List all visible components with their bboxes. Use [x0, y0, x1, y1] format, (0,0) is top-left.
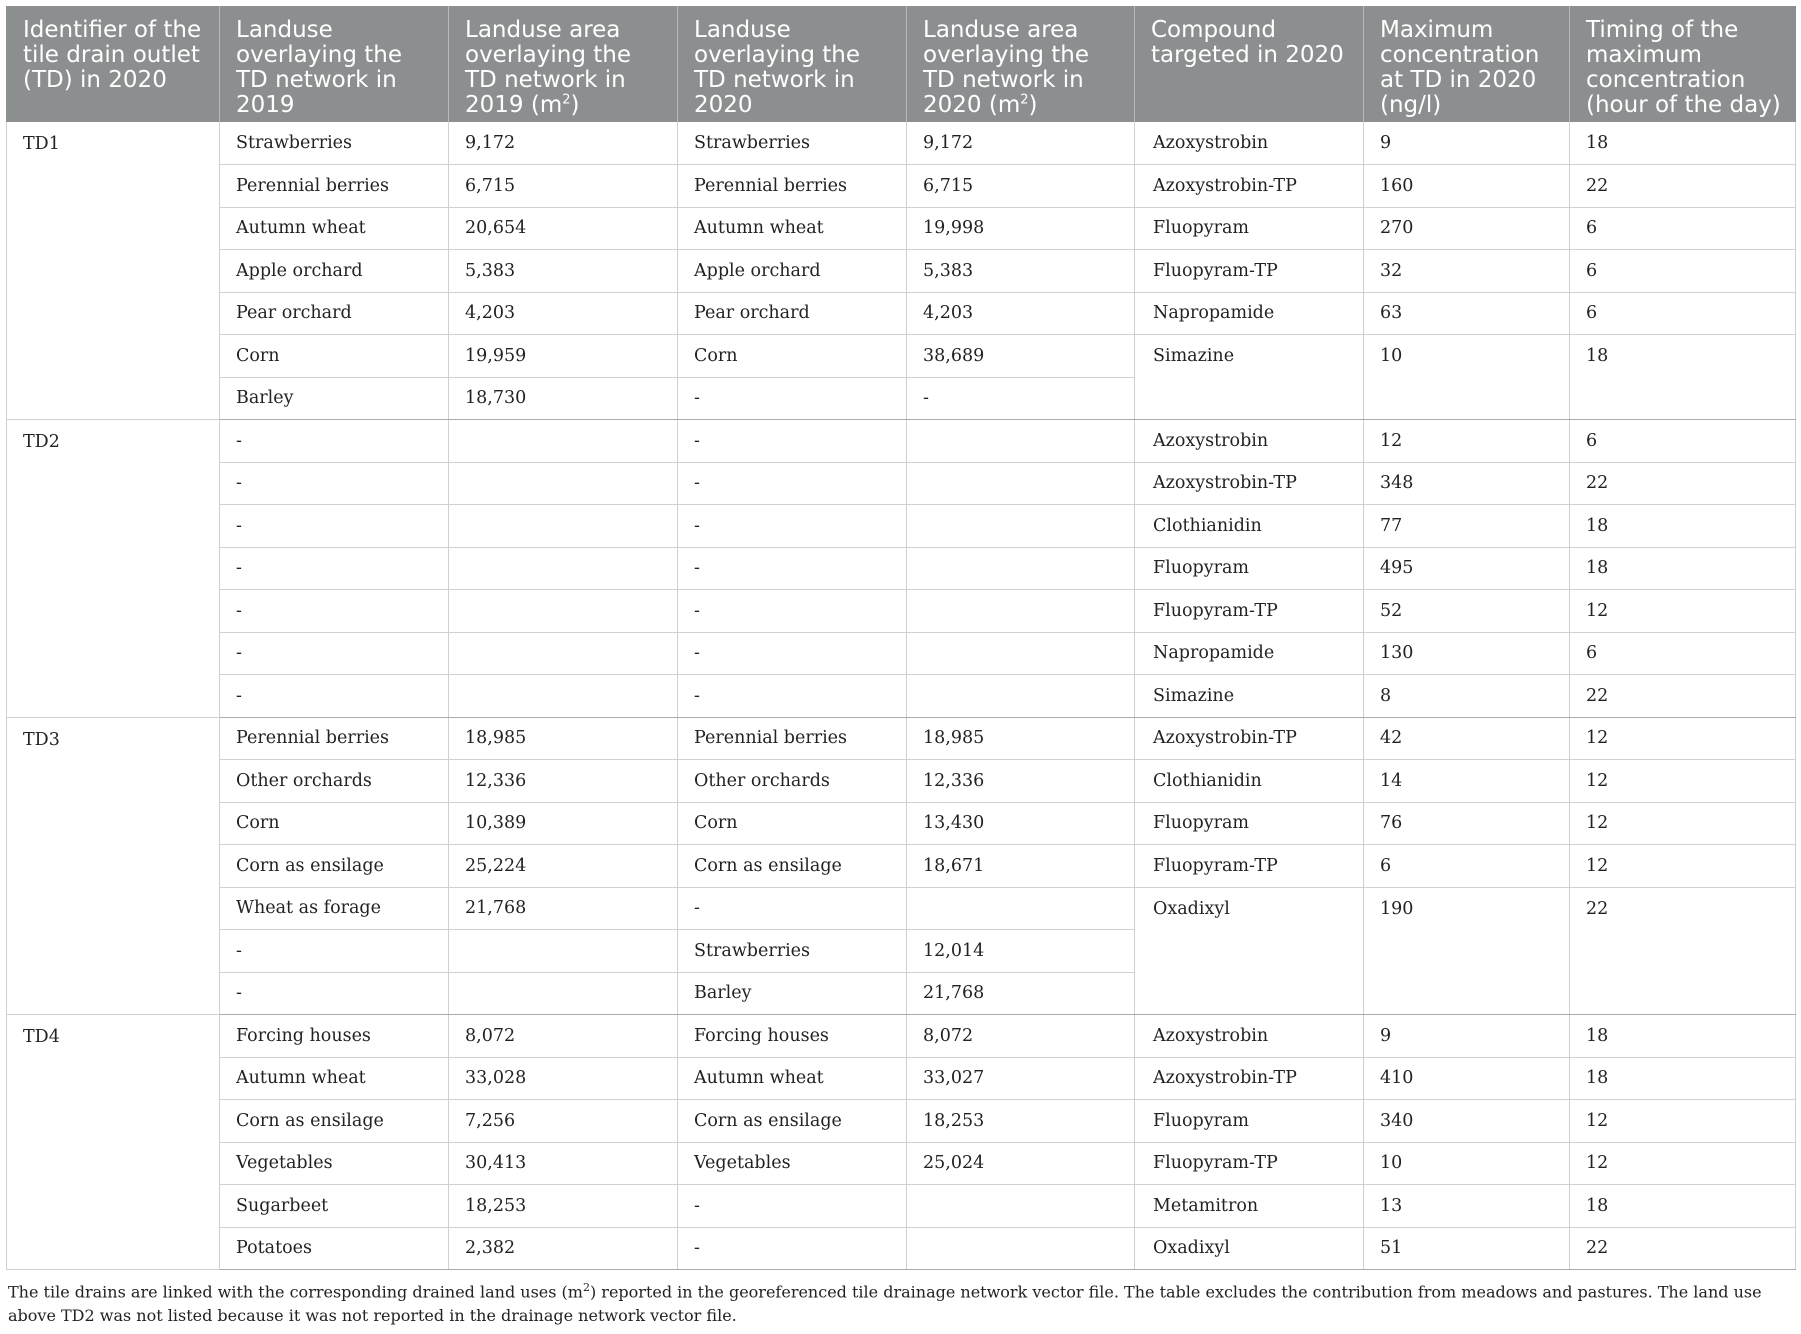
- timing-cell: 18: [1570, 1185, 1796, 1228]
- header-row: [7, 6, 1796, 122]
- header-area-2019: [449, 6, 678, 122]
- landuse-2020-cell: -: [678, 1185, 907, 1228]
- compound-cell: Azoxystrobin: [1135, 420, 1364, 463]
- td-identifier-cell: TD2: [7, 420, 220, 718]
- max-concentration-cell: 270: [1364, 207, 1570, 250]
- table-row: [7, 632, 1796, 675]
- max-concentration-cell: [1364, 972, 1570, 1015]
- max-concentration-cell: 63: [1364, 292, 1570, 335]
- compound-cell: Azoxystrobin-TP: [1135, 717, 1364, 760]
- area-2020-cell: 33,027: [907, 1057, 1135, 1100]
- max-concentration-cell: [1364, 930, 1570, 973]
- landuse-2019-cell: Wheat as forage: [220, 887, 449, 930]
- timing-cell: [1570, 377, 1796, 420]
- landuse-2020-cell: -: [678, 632, 907, 675]
- area-2019-cell: 18,730: [449, 377, 678, 420]
- landuse-2019-cell: Potatoes: [220, 1227, 449, 1270]
- landuse-2020-cell: Corn: [678, 335, 907, 378]
- timing-cell: 12: [1570, 1142, 1796, 1185]
- table-row: [7, 335, 1796, 378]
- area-2020-cell: 38,689: [907, 335, 1135, 378]
- landuse-2020-cell: Perennial berries: [678, 717, 907, 760]
- landuse-2019-cell: Strawberries: [220, 122, 449, 165]
- timing-cell: 6: [1570, 292, 1796, 335]
- landuse-2019-cell: -: [220, 632, 449, 675]
- landuse-2019-cell: Other orchards: [220, 760, 449, 803]
- landuse-2019-cell: Corn as ensilage: [220, 1100, 449, 1143]
- landuse-2019-cell: -: [220, 930, 449, 973]
- landuse-2019-cell: -: [220, 462, 449, 505]
- table-row: [7, 505, 1796, 548]
- max-concentration-cell: 9: [1364, 122, 1570, 165]
- compound-cell: Fluopyram: [1135, 802, 1364, 845]
- landuse-2020-cell: -: [678, 887, 907, 930]
- header-landuse-2019: Landuse overlaying the TD network in 2019: [220, 6, 449, 122]
- timing-cell: 18: [1570, 505, 1796, 548]
- landuse-2020-cell: Forcing houses: [678, 1015, 907, 1058]
- table-row: [7, 1057, 1796, 1100]
- timing-cell: 22: [1570, 165, 1796, 208]
- td-identifier-cell: TD1: [7, 122, 220, 420]
- landuse-2020-cell: -: [678, 1227, 907, 1270]
- area-2020-cell: [907, 420, 1135, 463]
- landuse-2020-cell: Corn as ensilage: [678, 845, 907, 888]
- compound-cell: Clothianidin: [1135, 505, 1364, 548]
- landuse-2020-cell: Other orchards: [678, 760, 907, 803]
- compound-cell: Fluopyram: [1135, 207, 1364, 250]
- timing-cell: 6: [1570, 420, 1796, 463]
- timing-cell: 6: [1570, 207, 1796, 250]
- area-2020-cell: -: [907, 377, 1135, 420]
- compound-cell: Fluopyram-TP: [1135, 590, 1364, 633]
- max-concentration-cell: 190: [1364, 887, 1570, 930]
- max-concentration-cell: 76: [1364, 802, 1570, 845]
- area-2020-cell: 9,172: [907, 122, 1135, 165]
- landuse-2020-cell: -: [678, 462, 907, 505]
- area-2020-cell: [907, 675, 1135, 718]
- area-2020-cell: 18,985: [907, 717, 1135, 760]
- area-2019-cell: [449, 462, 678, 505]
- header-area-2019-sup: 2: [562, 92, 571, 108]
- area-2020-cell: 12,336: [907, 760, 1135, 803]
- landuse-2019-cell: -: [220, 505, 449, 548]
- landuse-2019-cell: Perennial berries: [220, 165, 449, 208]
- landuse-2019-cell: Autumn wheat: [220, 1057, 449, 1100]
- landuse-2019-cell: Corn: [220, 802, 449, 845]
- timing-cell: 12: [1570, 802, 1796, 845]
- table-row: [7, 377, 1796, 420]
- area-2020-cell: 18,253: [907, 1100, 1135, 1143]
- landuse-2020-cell: Apple orchard: [678, 250, 907, 293]
- timing-cell: 18: [1570, 335, 1796, 378]
- landuse-2020-cell: Perennial berries: [678, 165, 907, 208]
- compound-cell: Fluopyram: [1135, 547, 1364, 590]
- area-2019-cell: 2,382: [449, 1227, 678, 1270]
- landuse-2020-cell: Autumn wheat: [678, 207, 907, 250]
- compound-cell: Clothianidin: [1135, 760, 1364, 803]
- area-2019-cell: 33,028: [449, 1057, 678, 1100]
- timing-cell: 12: [1570, 1100, 1796, 1143]
- max-concentration-cell: 160: [1364, 165, 1570, 208]
- table-row: [7, 420, 1796, 463]
- max-concentration-cell: 8: [1364, 675, 1570, 718]
- table-row: [7, 207, 1796, 250]
- landuse-2019-cell: -: [220, 590, 449, 633]
- area-2020-cell: 8,072: [907, 1015, 1135, 1058]
- landuse-2020-cell: Vegetables: [678, 1142, 907, 1185]
- landuse-2020-cell: Barley: [678, 972, 907, 1015]
- header-timing: Timing of the maximum concentration (hour of the day): [1570, 6, 1796, 122]
- landuse-2019-cell: Sugarbeet: [220, 1185, 449, 1228]
- max-concentration-cell: [1364, 377, 1570, 420]
- compound-cell: [1135, 972, 1364, 1015]
- landuse-2020-cell: Autumn wheat: [678, 1057, 907, 1100]
- area-2019-cell: [449, 972, 678, 1015]
- area-2019-cell: 25,224: [449, 845, 678, 888]
- landuse-2019-cell: Perennial berries: [220, 717, 449, 760]
- header-area-2019-close: ): [570, 92, 580, 118]
- header-area-2019-text: Landuse area overlaying the TD network in 2019 (m: [465, 17, 632, 118]
- landuse-2020-cell: Corn as ensilage: [678, 1100, 907, 1143]
- landuse-2020-cell: -: [678, 420, 907, 463]
- table-row: [7, 1227, 1796, 1270]
- td-identifier-cell: TD4: [7, 1015, 220, 1270]
- timing-cell: 18: [1570, 1015, 1796, 1058]
- header-area-2020-sup: 2: [1020, 92, 1029, 108]
- area-2020-cell: 21,768: [907, 972, 1135, 1015]
- area-2019-cell: 4,203: [449, 292, 678, 335]
- compound-cell: Metamitron: [1135, 1185, 1364, 1228]
- landuse-2020-cell: -: [678, 377, 907, 420]
- landuse-2019-cell: Apple orchard: [220, 250, 449, 293]
- landuse-2019-cell: Pear orchard: [220, 292, 449, 335]
- area-2020-cell: [907, 547, 1135, 590]
- table-row: [7, 122, 1796, 165]
- max-concentration-cell: 51: [1364, 1227, 1570, 1270]
- footnote-text-2: ) reported in the georeferenced tile drainage network vector file. The table excludes the contribution from meadows and pastures. The land use above TD2 was not listed because it was not reported in the drainage network vector file.: [8, 1282, 1762, 1326]
- table-row: [7, 1185, 1796, 1228]
- area-2020-cell: 18,671: [907, 845, 1135, 888]
- table-row: [7, 250, 1796, 293]
- compound-cell: Simazine: [1135, 335, 1364, 378]
- landuse-2019-cell: Vegetables: [220, 1142, 449, 1185]
- landuse-2020-cell: -: [678, 675, 907, 718]
- area-2019-cell: 18,253: [449, 1185, 678, 1228]
- compound-cell: Simazine: [1135, 675, 1364, 718]
- compound-cell: [1135, 930, 1364, 973]
- max-concentration-cell: 340: [1364, 1100, 1570, 1143]
- landuse-2019-cell: -: [220, 420, 449, 463]
- timing-cell: 12: [1570, 845, 1796, 888]
- landuse-2020-cell: Pear orchard: [678, 292, 907, 335]
- timing-cell: 12: [1570, 590, 1796, 633]
- max-concentration-cell: 6: [1364, 845, 1570, 888]
- area-2019-cell: 21,768: [449, 887, 678, 930]
- table-container: [6, 6, 1795, 1328]
- area-2019-cell: [449, 930, 678, 973]
- area-2019-cell: 20,654: [449, 207, 678, 250]
- landuse-2020-cell: Strawberries: [678, 930, 907, 973]
- compound-cell: Fluopyram-TP: [1135, 250, 1364, 293]
- compound-cell: Oxadixyl: [1135, 1227, 1364, 1270]
- header-compound: Compound targeted in 2020: [1135, 6, 1364, 122]
- area-2019-cell: 30,413: [449, 1142, 678, 1185]
- max-concentration-cell: 495: [1364, 547, 1570, 590]
- landuse-2019-cell: Corn as ensilage: [220, 845, 449, 888]
- area-2019-cell: 18,985: [449, 717, 678, 760]
- timing-cell: 12: [1570, 760, 1796, 803]
- compound-cell: Azoxystrobin-TP: [1135, 462, 1364, 505]
- table-row: [7, 845, 1796, 888]
- area-2020-cell: 12,014: [907, 930, 1135, 973]
- timing-cell: [1570, 972, 1796, 1015]
- compound-cell: Azoxystrobin: [1135, 1015, 1364, 1058]
- footnote-text-1: The tile drains are linked with the corresponding drained land uses (m: [8, 1282, 583, 1302]
- max-concentration-cell: 10: [1364, 1142, 1570, 1185]
- area-2019-cell: 7,256: [449, 1100, 678, 1143]
- timing-cell: 18: [1570, 547, 1796, 590]
- landuse-2020-cell: Corn: [678, 802, 907, 845]
- area-2019-cell: 19,959: [449, 335, 678, 378]
- area-2020-cell: 5,383: [907, 250, 1135, 293]
- timing-cell: 6: [1570, 250, 1796, 293]
- header-area-2020-text: Landuse area overlaying the TD network in 2020 (m: [923, 17, 1090, 118]
- area-2019-cell: [449, 590, 678, 633]
- area-2020-cell: [907, 505, 1135, 548]
- compound-cell: Azoxystrobin-TP: [1135, 1057, 1364, 1100]
- area-2019-cell: [449, 547, 678, 590]
- area-2019-cell: 8,072: [449, 1015, 678, 1058]
- area-2020-cell: [907, 632, 1135, 675]
- timing-cell: 22: [1570, 675, 1796, 718]
- area-2019-cell: 10,389: [449, 802, 678, 845]
- max-concentration-cell: 52: [1364, 590, 1570, 633]
- area-2020-cell: 6,715: [907, 165, 1135, 208]
- landuse-2019-cell: -: [220, 675, 449, 718]
- max-concentration-cell: 10: [1364, 335, 1570, 378]
- area-2019-cell: 5,383: [449, 250, 678, 293]
- timing-cell: 22: [1570, 1227, 1796, 1270]
- max-concentration-cell: 348: [1364, 462, 1570, 505]
- compound-cell: Fluopyram: [1135, 1100, 1364, 1143]
- timing-cell: 12: [1570, 717, 1796, 760]
- area-2020-cell: 19,998: [907, 207, 1135, 250]
- landuse-2019-cell: Corn: [220, 335, 449, 378]
- area-2020-cell: 4,203: [907, 292, 1135, 335]
- max-concentration-cell: 13: [1364, 1185, 1570, 1228]
- table-row: [7, 1142, 1796, 1185]
- landuse-2020-cell: -: [678, 590, 907, 633]
- compound-cell: Azoxystrobin: [1135, 122, 1364, 165]
- table-row: [7, 292, 1796, 335]
- timing-cell: 6: [1570, 632, 1796, 675]
- landuse-2020-cell: -: [678, 505, 907, 548]
- table-row: [7, 462, 1796, 505]
- max-concentration-cell: 12: [1364, 420, 1570, 463]
- max-concentration-cell: 410: [1364, 1057, 1570, 1100]
- table-row: [7, 547, 1796, 590]
- table-row: [7, 930, 1796, 973]
- area-2020-cell: 25,024: [907, 1142, 1135, 1185]
- area-2020-cell: [907, 590, 1135, 633]
- td-identifier-cell: TD3: [7, 717, 220, 1015]
- table-row: [7, 1100, 1796, 1143]
- landuse-2019-cell: -: [220, 972, 449, 1015]
- compound-cell: Napropamide: [1135, 632, 1364, 675]
- table-row: [7, 165, 1796, 208]
- landuse-2020-cell: Strawberries: [678, 122, 907, 165]
- compound-cell: [1135, 377, 1364, 420]
- table-row: [7, 1015, 1796, 1058]
- timing-cell: 22: [1570, 887, 1796, 930]
- timing-cell: 18: [1570, 122, 1796, 165]
- area-2019-cell: [449, 632, 678, 675]
- compound-cell: Fluopyram-TP: [1135, 1142, 1364, 1185]
- timing-cell: 18: [1570, 1057, 1796, 1100]
- table-row: [7, 802, 1796, 845]
- area-2020-cell: 13,430: [907, 802, 1135, 845]
- area-2019-cell: [449, 420, 678, 463]
- table-row: [7, 590, 1796, 633]
- landuse-2019-cell: Forcing houses: [220, 1015, 449, 1058]
- header-landuse-2020: Landuse overlaying the TD network in 2020: [678, 6, 907, 122]
- area-2019-cell: 9,172: [449, 122, 678, 165]
- landuse-2019-cell: Autumn wheat: [220, 207, 449, 250]
- header-td-identifier: Identifier of the tile drain outlet (TD) in 2020: [7, 6, 220, 122]
- footnote-sup: 2: [582, 1281, 590, 1294]
- table-row: [7, 675, 1796, 718]
- max-concentration-cell: 42: [1364, 717, 1570, 760]
- table-footnote: [6, 1276, 1793, 1328]
- table-row: [7, 972, 1796, 1015]
- max-concentration-cell: 9: [1364, 1015, 1570, 1058]
- compound-cell: Fluopyram-TP: [1135, 845, 1364, 888]
- max-concentration-cell: 32: [1364, 250, 1570, 293]
- compound-cell: Napropamide: [1135, 292, 1364, 335]
- table-body: [7, 122, 1796, 1270]
- max-concentration-cell: 14: [1364, 760, 1570, 803]
- area-2019-cell: 12,336: [449, 760, 678, 803]
- landuse-table: [6, 6, 1796, 1270]
- header-area-2020: [907, 6, 1135, 122]
- area-2019-cell: [449, 505, 678, 548]
- compound-cell: Azoxystrobin-TP: [1135, 165, 1364, 208]
- landuse-2019-cell: Barley: [220, 377, 449, 420]
- max-concentration-cell: 130: [1364, 632, 1570, 675]
- area-2020-cell: [907, 1185, 1135, 1228]
- area-2019-cell: 6,715: [449, 165, 678, 208]
- timing-cell: [1570, 930, 1796, 973]
- area-2020-cell: [907, 462, 1135, 505]
- table-row: [7, 887, 1796, 930]
- timing-cell: 22: [1570, 462, 1796, 505]
- compound-cell: Oxadixyl: [1135, 887, 1364, 930]
- max-concentration-cell: 77: [1364, 505, 1570, 548]
- area-2019-cell: [449, 675, 678, 718]
- area-2020-cell: [907, 887, 1135, 930]
- header-max-concentration: Maximum concentration at TD in 2020 (ng/l): [1364, 6, 1570, 122]
- table-row: [7, 717, 1796, 760]
- landuse-2020-cell: -: [678, 547, 907, 590]
- header-area-2020-close: ): [1028, 92, 1038, 118]
- table-row: [7, 760, 1796, 803]
- area-2020-cell: [907, 1227, 1135, 1270]
- landuse-2019-cell: -: [220, 547, 449, 590]
